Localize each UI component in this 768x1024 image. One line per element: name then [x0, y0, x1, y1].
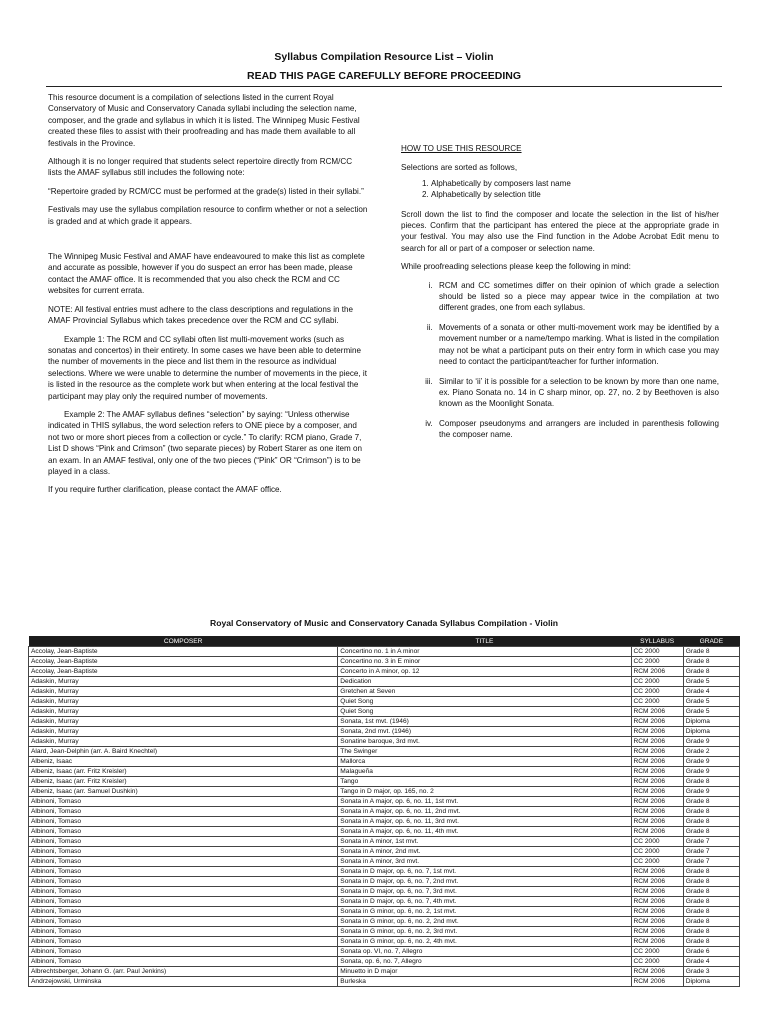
grade-cell: Grade 9 — [683, 767, 739, 777]
syllabus-cell: RCM 2006 — [631, 807, 683, 817]
usage-paragraph: Festivals may use the syllabus compilation resource to confirm whether or not a selection is graded and at which grade it appears. — [48, 205, 368, 226]
table-row — [29, 657, 740, 667]
syllabus-quote: “Repertoire graded by RCM/CC must be performed at the grade(s) listed in their syllabi.” — [48, 186, 364, 196]
table-title: Royal Conservatory of Music and Conservatory Canada Syllabus Compilation - Violin — [210, 618, 558, 628]
syllabus-cell: RCM 2006 — [631, 897, 683, 907]
grade-cell: Diploma — [683, 727, 739, 737]
proofreading-intro: While proofreading selections please keep the following in mind: — [401, 262, 631, 272]
title-cell: Concertino no. 1 in A minor — [338, 647, 631, 657]
grade-cell: Grade 9 — [683, 787, 739, 797]
syllabus-cell: RCM 2006 — [631, 717, 683, 727]
title-cell: Sonata in A major, op. 6, no. 11, 4th mvt. — [338, 827, 631, 837]
list-item: i. RCM and CC sometimes differ on their opinion of which grade a selection should be listed so a piece may appear twice in the compilation at two different grades, one from each syllabus. — [435, 280, 719, 314]
title-cell: Sonata in A minor, 2nd mvt. — [338, 847, 631, 857]
composer-cell: Albinoni, Tomaso — [29, 847, 338, 857]
grade-cell: Grade 8 — [683, 887, 739, 897]
syllabus-cell: RCM 2006 — [631, 907, 683, 917]
grade-cell: Grade 7 — [683, 837, 739, 847]
syllabus-cell: RCM 2006 — [631, 757, 683, 767]
sort-order-list — [401, 178, 719, 201]
composer-cell: Accolay, Jean-Baptiste — [29, 657, 338, 667]
requirement-paragraph: Although it is no longer required that students select repertoire directly from RCM/CC lists the AMAF syllabus still includes the following note: — [48, 157, 353, 178]
grade-cell: Grade 8 — [683, 827, 739, 837]
syllabus-cell: RCM 2006 — [631, 797, 683, 807]
composer-cell: Albinoni, Tomaso — [29, 797, 338, 807]
grade-cell: Grade 8 — [683, 907, 739, 917]
table-header-row — [29, 636, 740, 647]
table-row — [29, 707, 740, 717]
proofreading-notes — [401, 280, 719, 441]
syllabus-cell: RCM 2006 — [631, 747, 683, 757]
table-row — [29, 757, 740, 767]
table-row — [29, 857, 740, 867]
grade-cell: Diploma — [683, 977, 739, 987]
title-cell: Sonata op. VI, no. 7, Allegro — [338, 947, 631, 957]
composer-cell: Adaskin, Murray — [29, 707, 338, 717]
table-row — [29, 877, 740, 887]
composer-cell: Albinoni, Tomaso — [29, 857, 338, 867]
grade-cell: Grade 8 — [683, 667, 739, 677]
title-cell: The Swinger — [338, 747, 631, 757]
title-cell: Malagueña — [338, 767, 631, 777]
title-cell: Dedication — [338, 677, 631, 687]
composer-cell: Albinoni, Tomaso — [29, 907, 338, 917]
grade-cell: Grade 8 — [683, 777, 739, 787]
title-cell: Sonatine baroque, 3rd mvt. — [338, 737, 631, 747]
grade-header: GRADE — [683, 636, 739, 647]
grade-cell: Grade 5 — [683, 707, 739, 717]
title-cell: Sonata, 2nd mvt. (1946) — [338, 727, 631, 737]
grade-cell: Grade 8 — [683, 807, 739, 817]
composer-cell: Albinoni, Tomaso — [29, 817, 338, 827]
how-to-heading: HOW TO USE THIS RESOURCE — [401, 144, 522, 153]
grade-cell: Grade 7 — [683, 857, 739, 867]
grade-cell: Grade 9 — [683, 737, 739, 747]
syllabus-cell: RCM 2006 — [631, 967, 683, 977]
composer-cell: Albinoni, Tomaso — [29, 827, 338, 837]
table-row — [29, 787, 740, 797]
table-row — [29, 977, 740, 987]
table-row — [29, 827, 740, 837]
composer-cell: Albinoni, Tomaso — [29, 917, 338, 927]
title-cell: Tango in D major, op. 165, no. 2 — [338, 787, 631, 797]
composer-cell: Adaskin, Murray — [29, 717, 338, 727]
composer-cell: Adaskin, Murray — [29, 687, 338, 697]
composer-cell: Albeniz, Isaac (arr. Fritz Kreisler) — [29, 767, 338, 777]
intro-paragraph: This resource document is a compilation of selections listed in the current Royal Conservatory of Music and Conservatory Canada syllabi including the selection name, composer, and the grade and syllabus in which it is listed. The Winnipeg Music Festival created these files to assist with their proofreading and has made them available to all festivals in the Province. — [48, 93, 360, 148]
note-paragraph: NOTE: All festival entries must adhere to the class descriptions and regulations in the AMAF Provincial Syllabus which takes precedence over the RCM and CC syllabi. — [48, 304, 354, 326]
table-row — [29, 677, 740, 687]
syllabus-cell: CC 2000 — [631, 647, 683, 657]
title-cell: Sonata in A minor, 1st mvt. — [338, 837, 631, 847]
table-row — [29, 777, 740, 787]
title-cell: Burleska — [338, 977, 631, 987]
grade-cell: Grade 7 — [683, 847, 739, 857]
composer-cell: Albeniz, Isaac (arr. Fritz Kreisler) — [29, 777, 338, 787]
table-row — [29, 957, 740, 967]
syllabus-cell: RCM 2006 — [631, 667, 683, 677]
composer-cell: Adaskin, Murray — [29, 677, 338, 687]
grade-cell: Grade 8 — [683, 657, 739, 667]
title-cell: Sonata in A minor, 3rd mvt. — [338, 857, 631, 867]
title-cell: Gretchen at Seven — [338, 687, 631, 697]
title-cell: Sonata in D major, op. 6, no. 7, 2nd mvt. — [338, 877, 631, 887]
how-to-column — [401, 143, 719, 449]
syllabus-table — [28, 636, 740, 987]
composer-cell: Adaskin, Murray — [29, 737, 338, 747]
list-item: 2. Alphabetically by selection title — [431, 189, 719, 200]
composer-cell: Albinoni, Tomaso — [29, 927, 338, 937]
title-cell: Sonata in A major, op. 6, no. 11, 2nd mvt. — [338, 807, 631, 817]
table-row — [29, 927, 740, 937]
grade-cell: Grade 4 — [683, 687, 739, 697]
list-item: iv. Composer pseudonyms and arrangers are included in parenthesis following the composer name. — [435, 418, 719, 441]
table-row — [29, 887, 740, 897]
title-cell: Sonata in A major, op. 6, no. 11, 1st mvt. — [338, 797, 631, 807]
composer-cell: Albinoni, Tomaso — [29, 837, 338, 847]
grade-cell: Grade 8 — [683, 817, 739, 827]
table-row — [29, 897, 740, 907]
list-item: ii. Movements of a sonata or other multi-movement work may be identified by a movement number or a name/tempo marking. What is listed in the compilation may not be what a participant puts on their entry form in which case you may need to contact the participant/teacher for further information. — [435, 322, 719, 368]
list-item: 1. Alphabetically by composers last name — [431, 178, 719, 189]
title-divider — [46, 86, 722, 87]
composer-cell: Accolay, Jean-Baptiste — [29, 667, 338, 677]
syllabus-cell: CC 2000 — [631, 847, 683, 857]
table-row — [29, 807, 740, 817]
table-row — [29, 647, 740, 657]
title-cell: Concertino no. 3 in E minor — [338, 657, 631, 667]
title-cell: Sonata in G minor, op. 6, no. 2, 3rd mvt. — [338, 927, 631, 937]
table-row — [29, 967, 740, 977]
syllabus-cell: RCM 2006 — [631, 737, 683, 747]
title-cell: Sonata in D major, op. 6, no. 7, 3rd mvt. — [338, 887, 631, 897]
syllabus-cell: RCM 2006 — [631, 867, 683, 877]
table-row — [29, 737, 740, 747]
composer-cell: Albeniz, Isaac — [29, 757, 338, 767]
syllabus-cell: RCM 2006 — [631, 817, 683, 827]
intro-column — [48, 92, 368, 503]
syllabus-cell: CC 2000 — [631, 837, 683, 847]
grade-cell: Grade 8 — [683, 877, 739, 887]
composer-cell: Accolay, Jean-Baptiste — [29, 647, 338, 657]
title-cell: Quiet Song — [338, 697, 631, 707]
grade-cell: Grade 8 — [683, 927, 739, 937]
syllabus-cell: CC 2000 — [631, 687, 683, 697]
title-cell: Sonata in A major, op. 6, no. 11, 3rd mvt. — [338, 817, 631, 827]
table-row — [29, 867, 740, 877]
composer-cell: Albinoni, Tomaso — [29, 807, 338, 817]
syllabus-cell: RCM 2006 — [631, 887, 683, 897]
composer-cell: Albinoni, Tomaso — [29, 947, 338, 957]
syllabus-header: SYLLABUS — [631, 636, 683, 647]
table-row — [29, 837, 740, 847]
syllabus-cell: RCM 2006 — [631, 937, 683, 947]
title-cell: Tango — [338, 777, 631, 787]
composer-cell: Albinoni, Tomaso — [29, 937, 338, 947]
document-title: Syllabus Compilation Resource List – Violin — [274, 51, 494, 63]
syllabus-cell: RCM 2006 — [631, 787, 683, 797]
grade-cell: Grade 3 — [683, 967, 739, 977]
syllabus-cell: RCM 2006 — [631, 927, 683, 937]
title-header: TITLE — [338, 636, 631, 647]
composer-cell: Adaskin, Murray — [29, 727, 338, 737]
table-row — [29, 947, 740, 957]
table-row — [29, 687, 740, 697]
title-cell: Sonata, op. 6, no. 7, Allegro — [338, 957, 631, 967]
grade-cell: Grade 4 — [683, 957, 739, 967]
contact-paragraph: If you require further clarification, please contact the AMAF office. — [48, 485, 282, 495]
syllabus-cell: CC 2000 — [631, 677, 683, 687]
composer-header: COMPOSER — [29, 636, 338, 647]
title-cell: Sonata in D major, op. 6, no. 7, 1st mvt. — [338, 867, 631, 877]
title-cell: Sonata in G minor, op. 6, no. 2, 1st mvt. — [338, 907, 631, 917]
title-cell: Sonata in G minor, op. 6, no. 2, 4th mvt. — [338, 937, 631, 947]
table-row — [29, 697, 740, 707]
example-2-paragraph: Example 2: The AMAF syllabus defines “selection” by saying: “Unless otherwise indicated in THIS syllabus, the word selection refers to ONE piece by a composer, and not two or more short pieces from a collection or cycle.” To clarify: RCM piano, Grade 7, List D shows “Pink and Crimson” (two separate pieces) by Robert Starer as one item on an exam. In an AMAF festival, only one of the two pieces (“Pink” OR “Crimson”) is to be played in a class. — [48, 409, 362, 476]
table-row — [29, 907, 740, 917]
syllabus-cell: RCM 2006 — [631, 707, 683, 717]
composer-cell: Albinoni, Tomaso — [29, 877, 338, 887]
syllabus-cell: RCM 2006 — [631, 767, 683, 777]
table-row — [29, 747, 740, 757]
composer-cell: Adaskin, Murray — [29, 697, 338, 707]
syllabus-cell: CC 2000 — [631, 857, 683, 867]
composer-cell: Albinoni, Tomaso — [29, 887, 338, 897]
syllabus-cell: RCM 2006 — [631, 877, 683, 887]
table-row — [29, 847, 740, 857]
table-row — [29, 717, 740, 727]
title-cell: Sonata, 1st mvt. (1946) — [338, 717, 631, 727]
title-cell: Sonata in D major, op. 6, no. 7, 4th mvt. — [338, 897, 631, 907]
composer-cell: Albeniz, Isaac (arr. Samuel Dushkin) — [29, 787, 338, 797]
syllabus-cell: RCM 2006 — [631, 827, 683, 837]
composer-cell: Albrechtsberger, Johann G. (arr. Paul Jenkins) — [29, 967, 338, 977]
grade-cell: Grade 8 — [683, 917, 739, 927]
table-row — [29, 917, 740, 927]
grade-cell: Grade 8 — [683, 867, 739, 877]
accuracy-paragraph: The Winnipeg Music Festival and AMAF have endeavoured to make this list as complete and accurate as possible, however if you do suspect an error has been made, please contact the AMAF office. It is recommended that you also check the RCM and CC websites for current errata. — [48, 252, 365, 296]
table-row — [29, 667, 740, 677]
grade-cell: Grade 5 — [683, 697, 739, 707]
syllabus-cell: CC 2000 — [631, 947, 683, 957]
title-cell: Sonata in G minor, op. 6, no. 2, 2nd mvt. — [338, 917, 631, 927]
sorted-intro: Selections are sorted as follows, — [401, 163, 518, 173]
scroll-instructions: Scroll down the list to find the composer and locate the selection in the list of his/her pieces. Confirm that the participant has entered the piece at the appropriate grade in your festival. You may also use the Find function in the Adobe Acrobat Edit menu to search for all or part of a composer or selection name. — [401, 209, 719, 253]
composer-cell: Albinoni, Tomaso — [29, 867, 338, 877]
table-row — [29, 797, 740, 807]
grade-cell: Grade 2 — [683, 747, 739, 757]
syllabus-cell: CC 2000 — [631, 957, 683, 967]
grade-cell: Grade 8 — [683, 897, 739, 907]
syllabus-cell: RCM 2006 — [631, 917, 683, 927]
syllabus-cell: CC 2000 — [631, 657, 683, 667]
table-row — [29, 767, 740, 777]
title-cell: Mallorca — [338, 757, 631, 767]
syllabus-cell: RCM 2006 — [631, 977, 683, 987]
syllabus-cell: RCM 2006 — [631, 777, 683, 787]
grade-cell: Grade 5 — [683, 677, 739, 687]
composer-cell: Albinoni, Tomaso — [29, 957, 338, 967]
table-row — [29, 937, 740, 947]
grade-cell: Grade 8 — [683, 647, 739, 657]
title-cell: Concerto in A minor, op. 12 — [338, 667, 631, 677]
table-body — [29, 647, 740, 987]
grade-cell: Grade 9 — [683, 757, 739, 767]
title-cell: Minuetto in D major — [338, 967, 631, 977]
grade-cell: Grade 8 — [683, 937, 739, 947]
syllabus-cell: RCM 2006 — [631, 727, 683, 737]
title-cell: Quiet Song — [338, 707, 631, 717]
composer-cell: Alard, Jean-Delphin (arr. A. Baird Knechtel) — [29, 747, 338, 757]
grade-cell: Diploma — [683, 717, 739, 727]
composer-cell: Andrzejowski, Urminska — [29, 977, 338, 987]
table-row — [29, 817, 740, 827]
grade-cell: Grade 6 — [683, 947, 739, 957]
document-subtitle: READ THIS PAGE CAREFULLY BEFORE PROCEEDING — [246, 70, 521, 82]
syllabus-cell: CC 2000 — [631, 697, 683, 707]
composer-cell: Albinoni, Tomaso — [29, 897, 338, 907]
example-1-paragraph: Example 1: The RCM and CC syllabi often list multi-movement works (such as sonatas and concertos) in their entirety. In some cases we have been able to determine the number of movements in the piece and list them in the resource as individual selections. Where we were unable to determine the number of movements in the piece, it is listed in the resource as the complete work but when entering at the local festival the participant may play only the required number of movements. — [48, 334, 367, 401]
grade-cell: Grade 8 — [683, 797, 739, 807]
list-item: iii. Similar to ‘ii’ it is possible for a selection to be known by more than one name, ex. Piano Sonata no. 14 in C sharp minor, op. 27, no. 2 by Beethoven is also known as the Moonlight Sonata. — [435, 376, 719, 410]
table-row — [29, 727, 740, 737]
